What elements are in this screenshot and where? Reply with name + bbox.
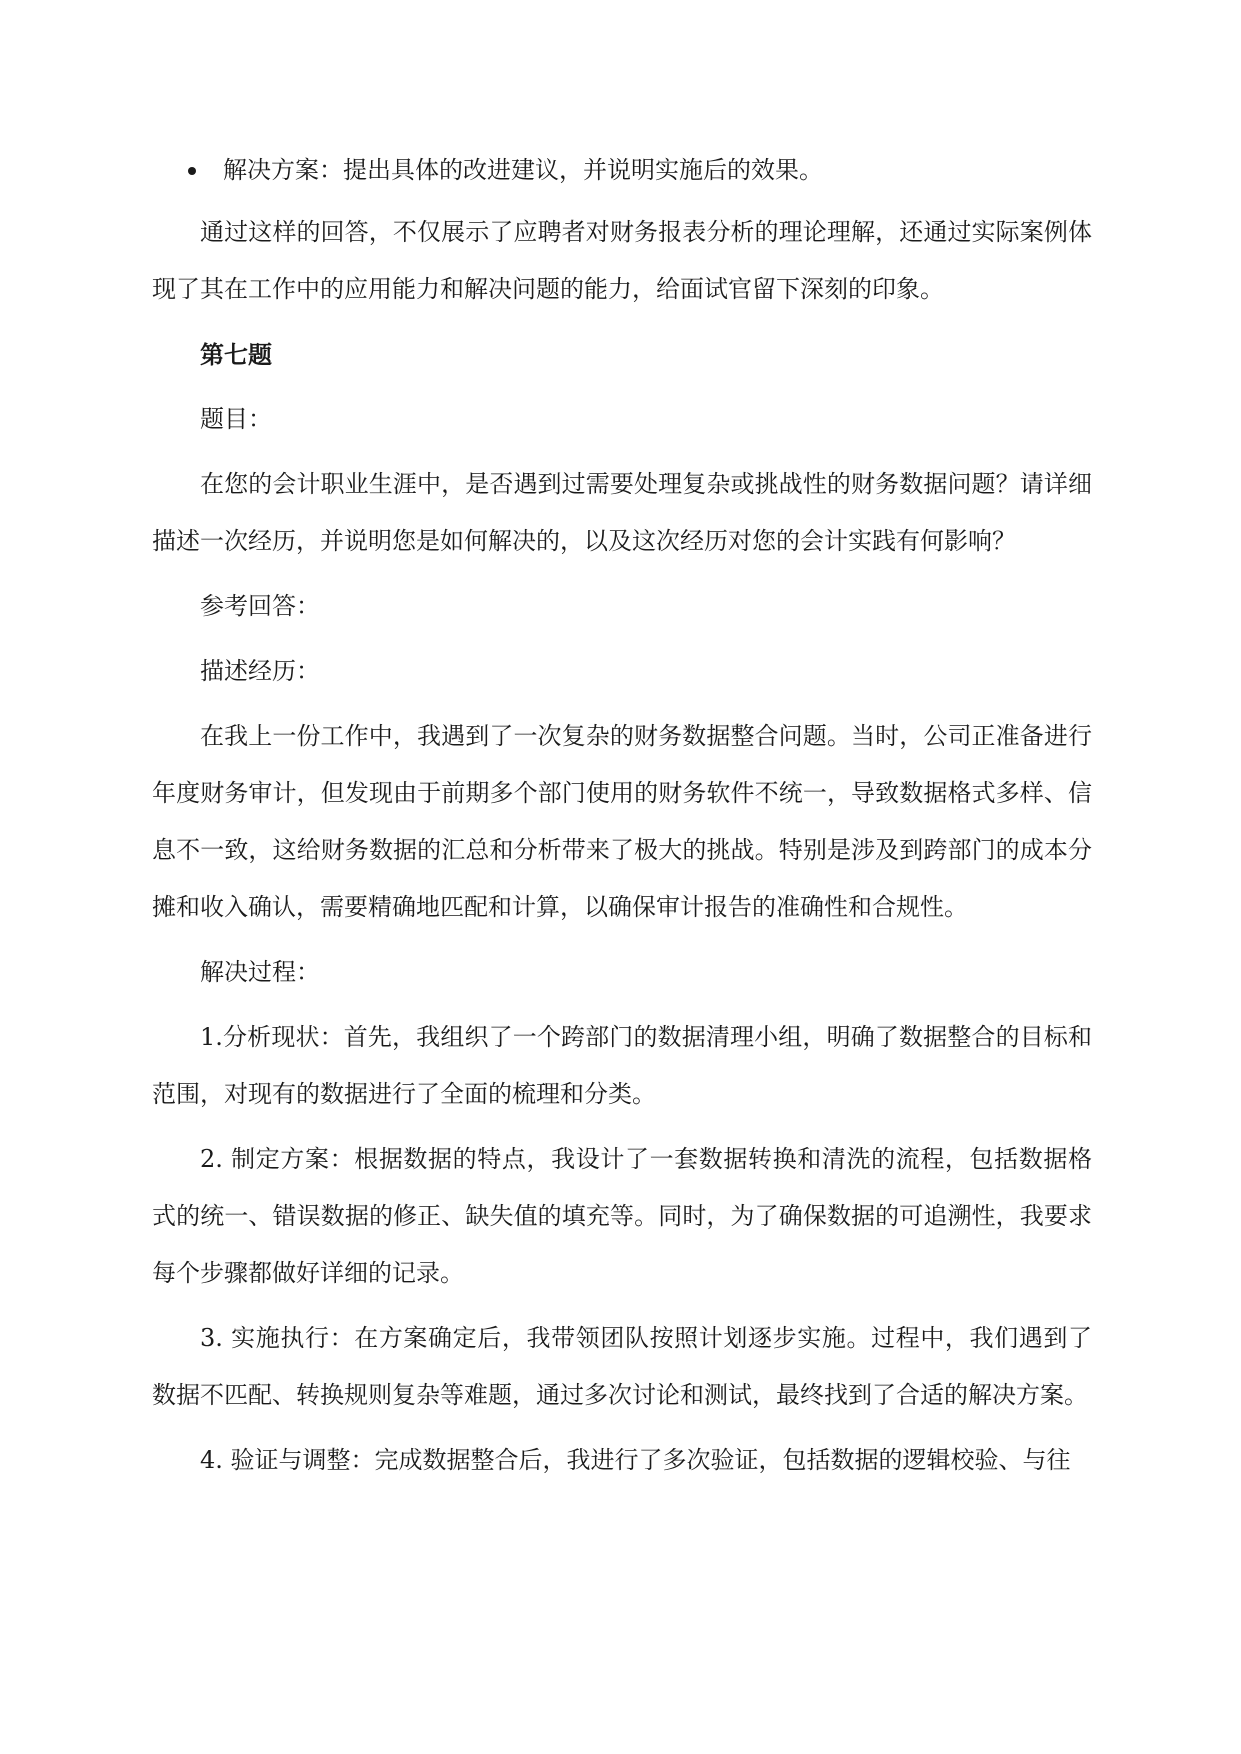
bullet-text: 解决方案：提出具体的改进建议，并说明实施后的效果。 xyxy=(223,156,823,184)
answer-label: 参考回答： xyxy=(200,592,320,620)
step-4: 4. 验证与调整：完成数据整合后，我进行了多次验证，包括数据的逻辑校验、与往 xyxy=(200,1446,1071,1474)
question-text: 在您的会计职业生涯中，是否遇到过需要处理复杂或挑战性的财务数据问题？请详细描述一次经历，并说明您是如何解决的，以及这次经历对您的会计实践有何影响？ xyxy=(152,470,1092,555)
experience-text: 在我上一份工作中，我遇到了一次复杂的财务数据整合问题。当时，公司正准备进行年度财务审计，但发现由于前期多个部门使用的财务软件不统一，导致数据格式多样、信息不一致，这给财务数据的汇总和分析带来了极大的挑战。特别是涉及到跨部门的成本分摊和收入确认，需要精确地匹配和计算，以确保审计报告的准确性和合规性。 xyxy=(152,722,1092,921)
step-1: 1.分析现状：首先，我组织了一个跨部门的数据清理小组，明确了数据整合的目标和范围，对现有的数据进行了全面的梳理和分类。 xyxy=(152,1023,1092,1108)
step-3: 3. 实施执行：在方案确定后，我带领团队按照计划逐步实施。过程中，我们遇到了数据不匹配、转换规则复杂等难题，通过多次讨论和测试，最终找到了合适的解决方案。 xyxy=(152,1324,1092,1409)
question-label: 题目： xyxy=(200,405,272,433)
process-label: 解决过程： xyxy=(200,958,320,986)
paragraph-summary: 通过这样的回答，不仅展示了应聘者对财务报表分析的理论理解，还通过实际案例体现了其在工作中的应用能力和解决问题的能力，给面试官留下深刻的印象。 xyxy=(152,218,1092,303)
document-body xyxy=(152,150,1092,1497)
bullet-dot-icon xyxy=(188,167,196,175)
question-heading: 第七题 xyxy=(200,340,272,369)
bullet-item xyxy=(152,150,1092,190)
experience-label: 描述经历： xyxy=(200,657,320,685)
step-2: 2. 制定方案：根据数据的特点，我设计了一套数据转换和清洗的流程，包括数据格式的统一、错误数据的修正、缺失值的填充等。同时，为了确保数据的可追溯性，我要求每个步骤都做好详细的记录。 xyxy=(152,1145,1092,1287)
